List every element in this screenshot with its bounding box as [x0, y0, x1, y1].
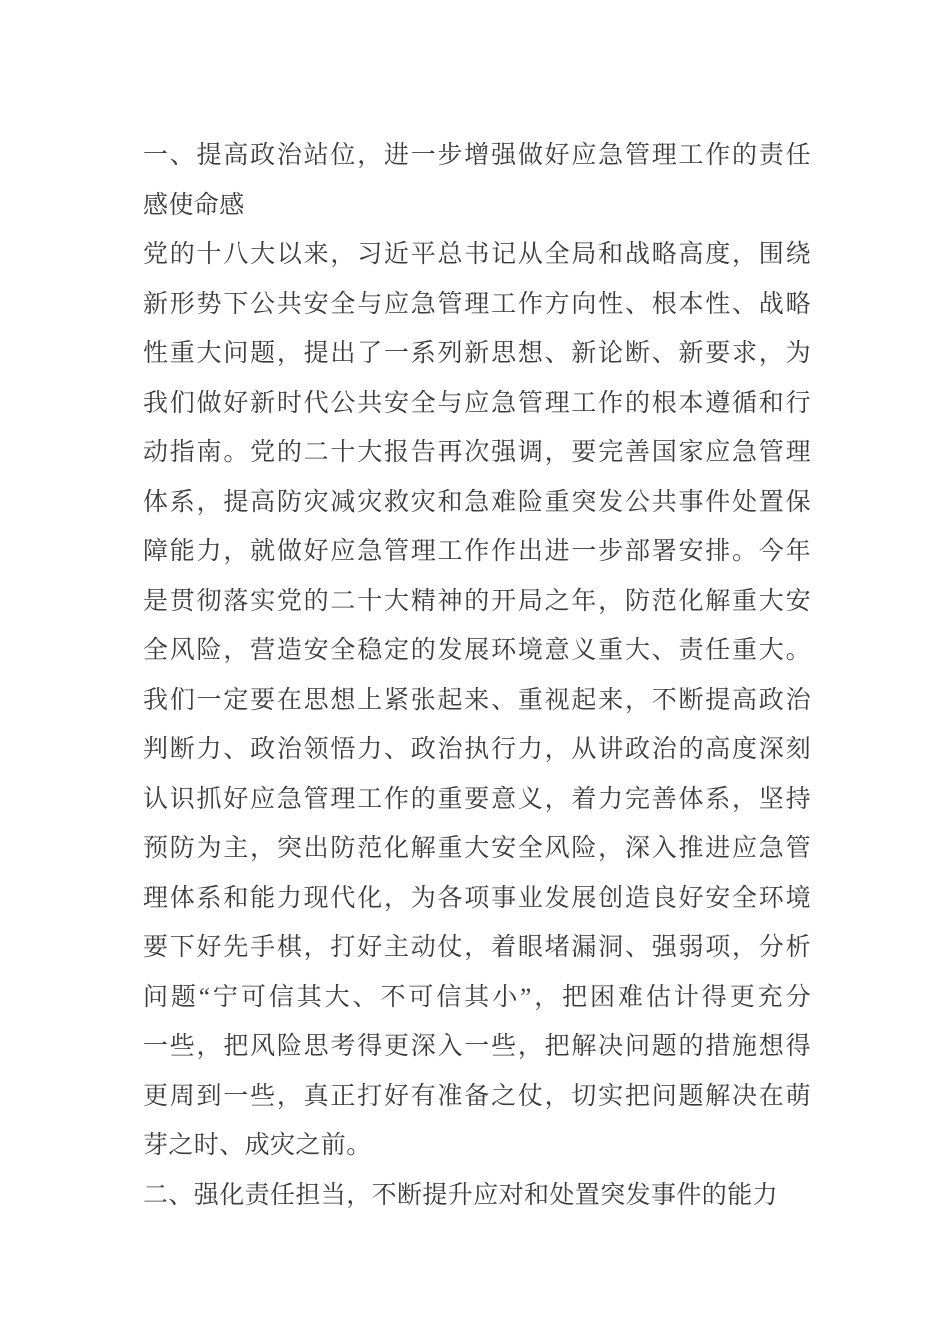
body-text-line: 问题“宁可信其大、不可信其小”，把困难估计得更充分 — [143, 983, 811, 1011]
body-text-line: 党的十八大以来，习近平总书记从全局和战略高度，围绕 — [143, 241, 811, 268]
body-text-line: 我们一定要在思想上紧张起来、重视起来，不断提高政治 — [143, 686, 811, 714]
heading-line: 感使命感 — [143, 191, 245, 219]
body-text-line: 体系，提高防灾减灾救灾和急难险重突发公共事件处置保 — [143, 488, 811, 516]
body-text-line: 预防为主，突出防范化解重大安全风险，深入推进应急管 — [143, 835, 811, 862]
body-text-line: 性重大问题，提出了一系列新思想、新论断、新要求，为 — [143, 340, 811, 367]
body-text-line: 一些，把风险思考得更深入一些，把解决问题的措施想得 — [143, 1033, 811, 1060]
body-text-line: 认识抓好应急管理工作的重要意义，着力完善体系，坚持 — [143, 785, 811, 813]
body-text-line: 新形势下公共安全与应急管理工作方向性、根本性、战略 — [143, 290, 811, 318]
heading-line: 一、提高政治站位，进一步增强做好应急管理工作的责任 — [143, 142, 811, 169]
body-text-line: 是贯彻落实党的二十大精神的开局之年，防范化解重大安 — [143, 587, 811, 615]
body-text-line: 芽之时、成灾之前。 — [143, 1132, 372, 1159]
body-text-line: 全风险，营造安全稳定的发展环境意义重大、责任重大。 — [143, 637, 811, 664]
body-text-line: 动指南。党的二十大报告再次强调，要完善国家应急管理 — [143, 439, 811, 466]
document-body — [143, 131, 811, 1220]
heading-line: 二、强化责任担当，不断提升应对和处置突发事件的能力 — [143, 1181, 779, 1209]
body-text-line: 要下好先手棋，打好主动仗，着眼堵漏洞、强弱项，分析 — [143, 934, 811, 961]
body-text-line: 我们做好新时代公共安全与应急管理工作的根本遵循和行 — [143, 389, 811, 417]
body-text-line: 判断力、政治领悟力、政治执行力，从讲政治的高度深刻 — [143, 736, 811, 763]
body-text-line: 障能力，就做好应急管理工作作出进一步部署安排。今年 — [143, 538, 811, 565]
body-text-line: 理体系和能力现代化，为各项事业发展创造良好安全环境 — [143, 884, 811, 912]
body-text-line: 更周到一些，真正打好有准备之仗，切实把问题解决在萌 — [143, 1082, 811, 1110]
